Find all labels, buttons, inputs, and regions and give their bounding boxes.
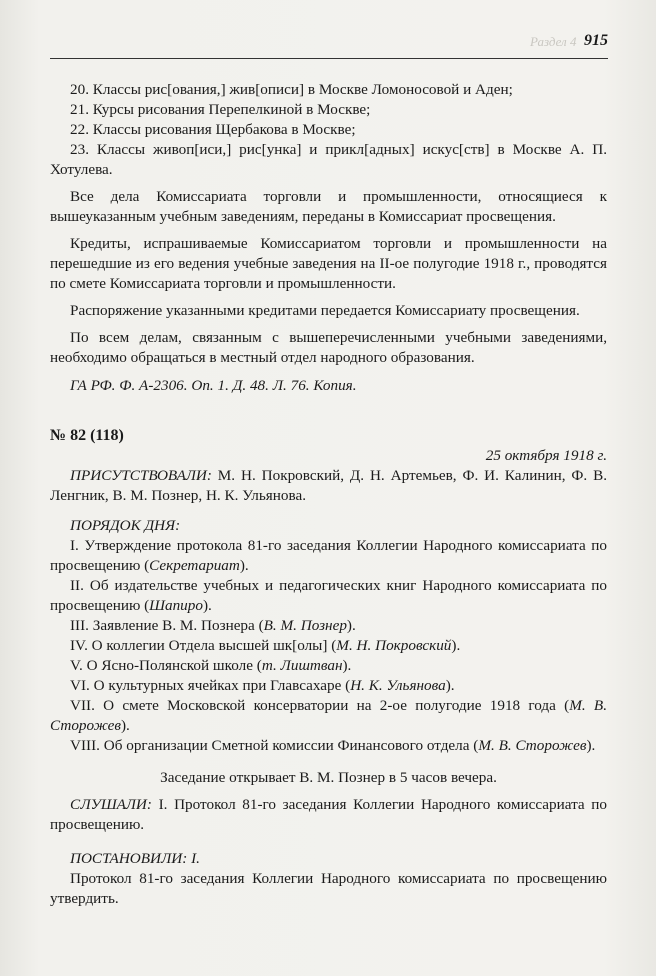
agenda-item	[50, 616, 607, 636]
page-body	[50, 80, 607, 909]
heard-section	[50, 795, 607, 835]
agenda-list	[50, 536, 607, 756]
agenda-item-speaker: М. В. Сторожев	[50, 697, 607, 734]
running-head	[50, 30, 608, 58]
opening-line: Заседание открывает В. М. Познер в 5 часов вечера.	[160, 769, 497, 786]
agenda-item-text: V. О Ясно-Полянской школе (	[70, 657, 262, 674]
agenda-item-tail: ).	[451, 637, 461, 654]
agenda-item-text: I. Утверждение протокола 81-го заседания Коллегии Народного комиссариата по просвещению (	[50, 537, 607, 574]
heard-text: I. Протокол 81-го заседания Коллегии Народного комиссариата по просвещению.	[50, 796, 607, 833]
agenda-item-speaker: В. М. Познер	[263, 617, 347, 634]
agenda-item	[50, 696, 607, 736]
agenda-item	[50, 576, 607, 616]
running-head-section: Раздел 4	[530, 34, 577, 49]
agenda-item-tail: ).	[239, 557, 249, 574]
resolved-text: Протокол 81-го заседания Коллегии Народного комиссариата по просвещению утвердить.	[50, 870, 607, 907]
resolved-label: ПОСТАНОВИЛИ:	[70, 850, 188, 867]
present-names: М. Н. Покровский, Д. Н. Артемьев, Ф. И. Калинин, Ф. В. Ленгник, В. М. Познер, Н. К. Ульянова.	[50, 467, 607, 504]
agenda-item-speaker: Н. К. Ульянова	[350, 677, 446, 694]
page-number: 915	[584, 32, 608, 49]
agenda-item-speaker: т. Лиштван	[261, 657, 343, 674]
agenda-item-speaker: М. Н. Покровский	[336, 637, 452, 654]
agenda-item	[50, 656, 607, 676]
agenda-title: ПОРЯДОК ДНЯ:	[70, 517, 181, 534]
heard-label: СЛУШАЛИ:	[70, 796, 152, 813]
agenda-item-tail: ).	[586, 737, 596, 754]
agenda-item	[50, 736, 607, 756]
agenda-item-speaker: Секретариат	[149, 557, 240, 574]
list-item: 23. Классы живоп[иси,] рис[унка] и прикл[адных] искус[ств] в Москве А. П. Хотулева.	[50, 141, 607, 178]
agenda-item-text: VII. О смете Московской консерватории на 2-ое полугодие 1918 года (	[70, 697, 570, 714]
agenda-item-text: IV. О коллегии Отдела высшей шк[олы] (	[70, 637, 337, 654]
list-item: 21. Курсы рисования Перепелкиной в Москве;	[70, 101, 371, 118]
agenda-item-text: III. Заявление В. М. Познера (	[70, 617, 264, 634]
agenda-item-tail: ).	[202, 597, 212, 614]
agenda-item	[50, 636, 607, 656]
agenda-item	[50, 676, 607, 696]
agenda-item-text: II. Об издательстве учебных и педагогических книг Народного комиссариата по просвещению (	[50, 577, 607, 614]
present-list	[50, 466, 607, 506]
agenda-item	[50, 536, 607, 576]
agenda-item-speaker: Шапиро	[149, 597, 203, 614]
document-date: 25 октября 1918 г.	[485, 447, 607, 464]
resolved-heading	[50, 849, 607, 869]
document-number: № 82 (118)	[50, 427, 124, 444]
present-label: ПРИСУТСТВОВАЛИ:	[70, 467, 212, 484]
resolved-number: I.	[187, 850, 200, 867]
agenda-item-text: VI. О культурных ячейках при Главсахаре (	[70, 677, 351, 694]
paragraph: Распоряжение указанными кредитами передается Комиссариату просвещения.	[70, 302, 580, 319]
agenda-item-text: VIII. Об организации Сметной комиссии Финансового отдела (	[70, 737, 479, 754]
agenda-item-speaker: М. В. Сторожев	[478, 737, 587, 754]
paragraph: Все дела Комиссариата торговли и промышленности, относящиеся к вышеуказанным учебным заведениям, переданы в Комиссариат просвещения.	[50, 188, 607, 225]
paragraph: По всем делам, связанным с вышеперечисленными учебными заведениями, необходимо обращаться в местный отдел народного образования.	[50, 329, 607, 366]
archive-source: ГА РФ. Ф. А-2306. Оп. 1. Д. 48. Л. 76. Копия.	[70, 377, 357, 394]
header-rule	[50, 58, 608, 59]
list-item: 22. Классы рисования Щербакова в Москве;	[70, 121, 356, 138]
agenda-item-tail: ).	[120, 717, 130, 734]
agenda-item-tail: ).	[346, 617, 356, 634]
agenda-item-tail: ).	[342, 657, 352, 674]
paragraph: Кредиты, испрашиваемые Комиссариатом торговли и промышленности на перешедшие из его ведения учебные заведения на II-ое полугодие 1918 г., проводятся по смете Комиссариата торговли и промышленности.	[50, 235, 607, 292]
list-item: 20. Классы рис[ования,] жив[описи] в Москве Ломоносовой и Аден;	[70, 81, 513, 98]
agenda-item-tail: ).	[445, 677, 455, 694]
